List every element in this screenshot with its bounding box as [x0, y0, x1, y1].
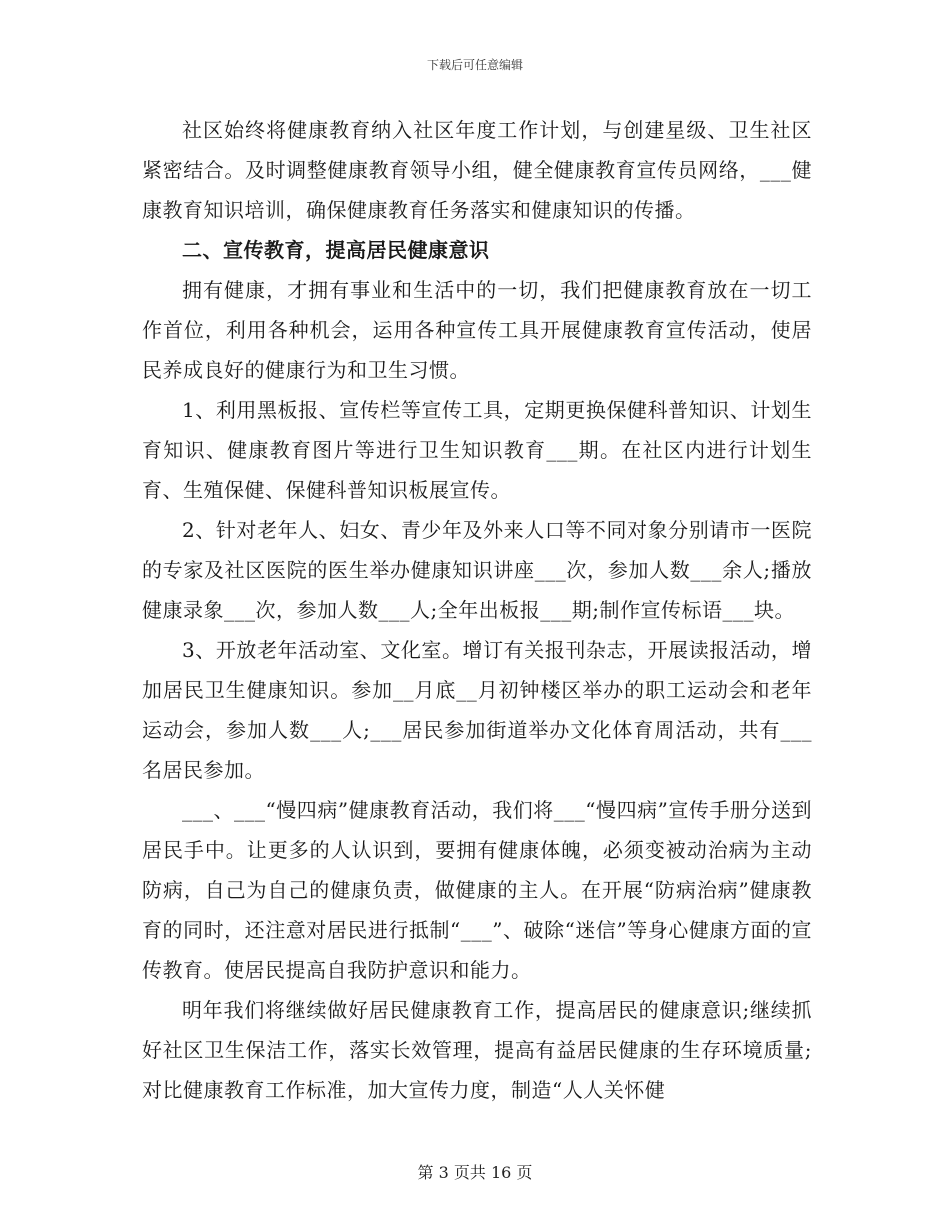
paragraph-item-1: 1、利用黑板报、宣传栏等宣传工具，定期更换保健科普知识、计划生育知识、健康教育图片等进行卫生知识教育___期。在社区内进行计划生育、生殖保健、保健科普知识板展宣传。 — [142, 398, 812, 502]
document-body — [142, 110, 812, 1110]
page-header: 下载后可任意编辑 — [426, 58, 523, 72]
section-heading: 二、宣传教育，提高居民健康意识 — [182, 238, 490, 262]
paragraph-health-intro: 拥有健康，才拥有事业和生活中的一切，我们把健康教育放在一切工作首位，利用各种机会，运用各种宣传工具开展健康教育宣传活动，使居民养成良好的健康行为和卫生习惯。 — [142, 278, 812, 382]
page-number: 第 3 页共 16 页 — [417, 1163, 533, 1182]
paragraph-item-2: 2、针对老年人、妇女、青少年及外来人口等不同对象分别请市一医院的专家及社区医院的医生举办健康知识讲座___次，参加人数___余人;播放健康录象___次，参加人数___人;全年出板报___期;制作宣传标语___块。 — [142, 518, 812, 622]
paragraph-community-plan: 社区始终将健康教育纳入社区年度工作计划，与创建星级、卫生社区紧密结合。及时调整健康教育领导小组，健全健康教育宣传员网络，___健康教育知识培训，确保健康教育任务落实和健康知识的传播。 — [142, 118, 812, 222]
paragraph-chronic-disease: ___、___“慢四病”健康教育活动，我们将___“慢四病”宣传手册分送到居民手中。让更多的人认识到，要拥有健康体魄，必须变被动治病为主动防病，自己为自己的健康负责，做健康的主人。在开展“防病治病”健康教育的同时，还注意对居民进行抵制“___”、破除“迷信”等身心健康方面的宣传教育。使居民提高自我防护意识和能力。 — [142, 798, 812, 982]
paragraph-next-year: 明年我们将继续做好居民健康教育工作，提高居民的健康意识;继续抓好社区卫生保洁工作，落实长效管理，提高有益居民健康的生存环境质量;对比健康教育工作标准，加大宣传力度，制造“人人关怀健 — [142, 998, 812, 1102]
paragraph-item-3: 3、开放老年活动室、文化室。增订有关报刊杂志，开展读报活动，增加居民卫生健康知识。参加__月底__月初钟楼区举办的职工运动会和老年运动会，参加人数___人;___居民参加街道举办文化体育周活动，共有___名居民参加。 — [142, 638, 812, 782]
